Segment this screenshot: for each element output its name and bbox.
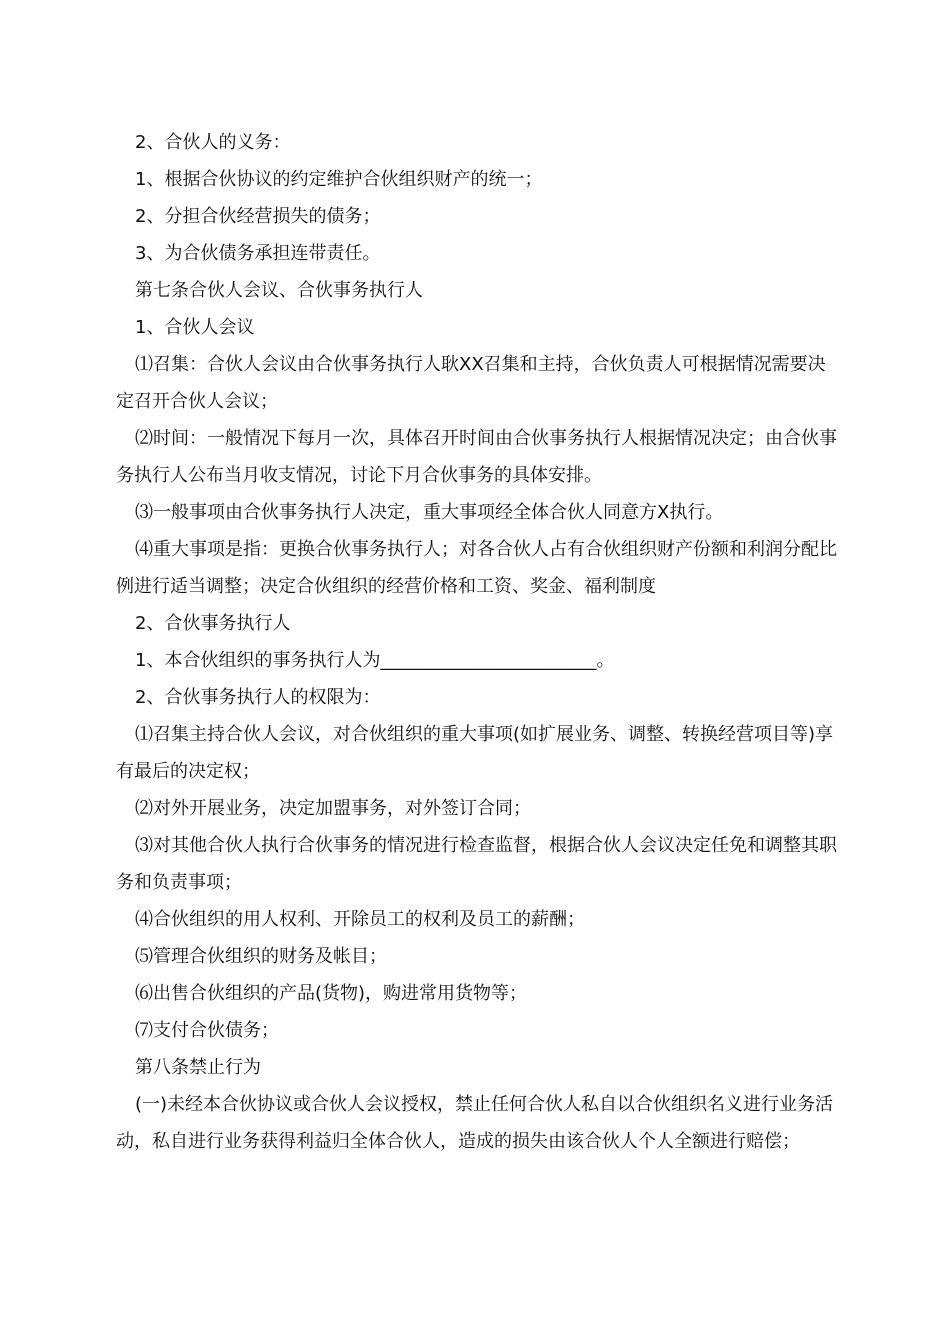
document-body [116,124,838,1160]
paragraph-authority-3: ⑶对其他合伙人执行合伙事务的情况进行检查监督，根据合伙人会议决定任免和调整其职务和负责事项； [116,835,837,893]
paragraph-authority-7: ⑺支付合伙债务； [135,1020,279,1041]
article-7-heading: 第七条合伙人会议、合伙事务执行人 [135,280,423,301]
section-executor-heading: 2、合伙事务执行人 [135,613,291,634]
paragraph-meeting-time: ⑵时间：一般情况下每月一次，具体召开时间由合伙事务执行人根据情况决定；由合伙事务执行人公布当月收支情况，讨论下月合伙事务的具体安排。 [116,428,837,486]
paragraph-obligation-2: 2、分担合伙经营损失的债务； [135,206,381,227]
paragraph-general-matters: ⑶一般事项由合伙事务执行人决定，重大事项经全体合伙人同意方X执行。 [135,502,724,523]
section-partner-meeting-heading: 1、合伙人会议 [135,317,255,338]
paragraph-authority-1: ⑴召集主持合伙人会议，对合伙组织的重大事项(如扩展业务、调整、转换经营项目等)享有最后的决定权； [116,724,834,782]
paragraph-obligation-3: 3、为合伙债务承担连带责任。 [135,243,381,264]
paragraph-obligation-1: 1、根据合伙协议的约定维护合伙组织财产的统一； [135,169,543,190]
paragraph-prohibition-1: (一)未经本合伙协议或合伙人会议授权，禁止任何合伙人私自以合伙组织名义进行业务活动，私自进行业务获得利益归全体合伙人，造成的损失由该合伙人个人全额进行赔偿； [116,1094,834,1152]
paragraph-executor-authority-heading: 2、合伙事务执行人的权限为： [135,687,381,708]
paragraph-obligations-heading: 2、合伙人的义务： [135,132,291,153]
paragraph-authority-2: ⑵对外开展业务，决定加盟事务，对外签订合同； [135,798,531,819]
paragraph-executor-name: 1、本合伙组织的事务执行人为________________________。 [135,650,615,671]
paragraph-authority-6: ⑹出售合伙组织的产品(货物)，购进常用货物等； [135,983,528,1004]
paragraph-authority-4: ⑷合伙组织的用人权利、开除员工的权利及员工的薪酬； [135,909,585,930]
paragraph-authority-5: ⑸管理合伙组织的财务及帐目； [135,946,387,967]
paragraph-meeting-convening: ⑴召集：合伙人会议由合伙事务执行人耿XX召集和主持，合伙负责人可根据情况需要决定召开合伙人会议； [116,354,826,412]
article-8-heading: 第八条禁止行为 [135,1057,261,1078]
paragraph-major-matters: ⑷重大事项是指：更换合伙事务执行人；对各合伙人占有合伙组织财产份额和利润分配比例进行适当调整；决定合伙组织的经营价格和工资、奖金、福利制度 [116,539,837,597]
